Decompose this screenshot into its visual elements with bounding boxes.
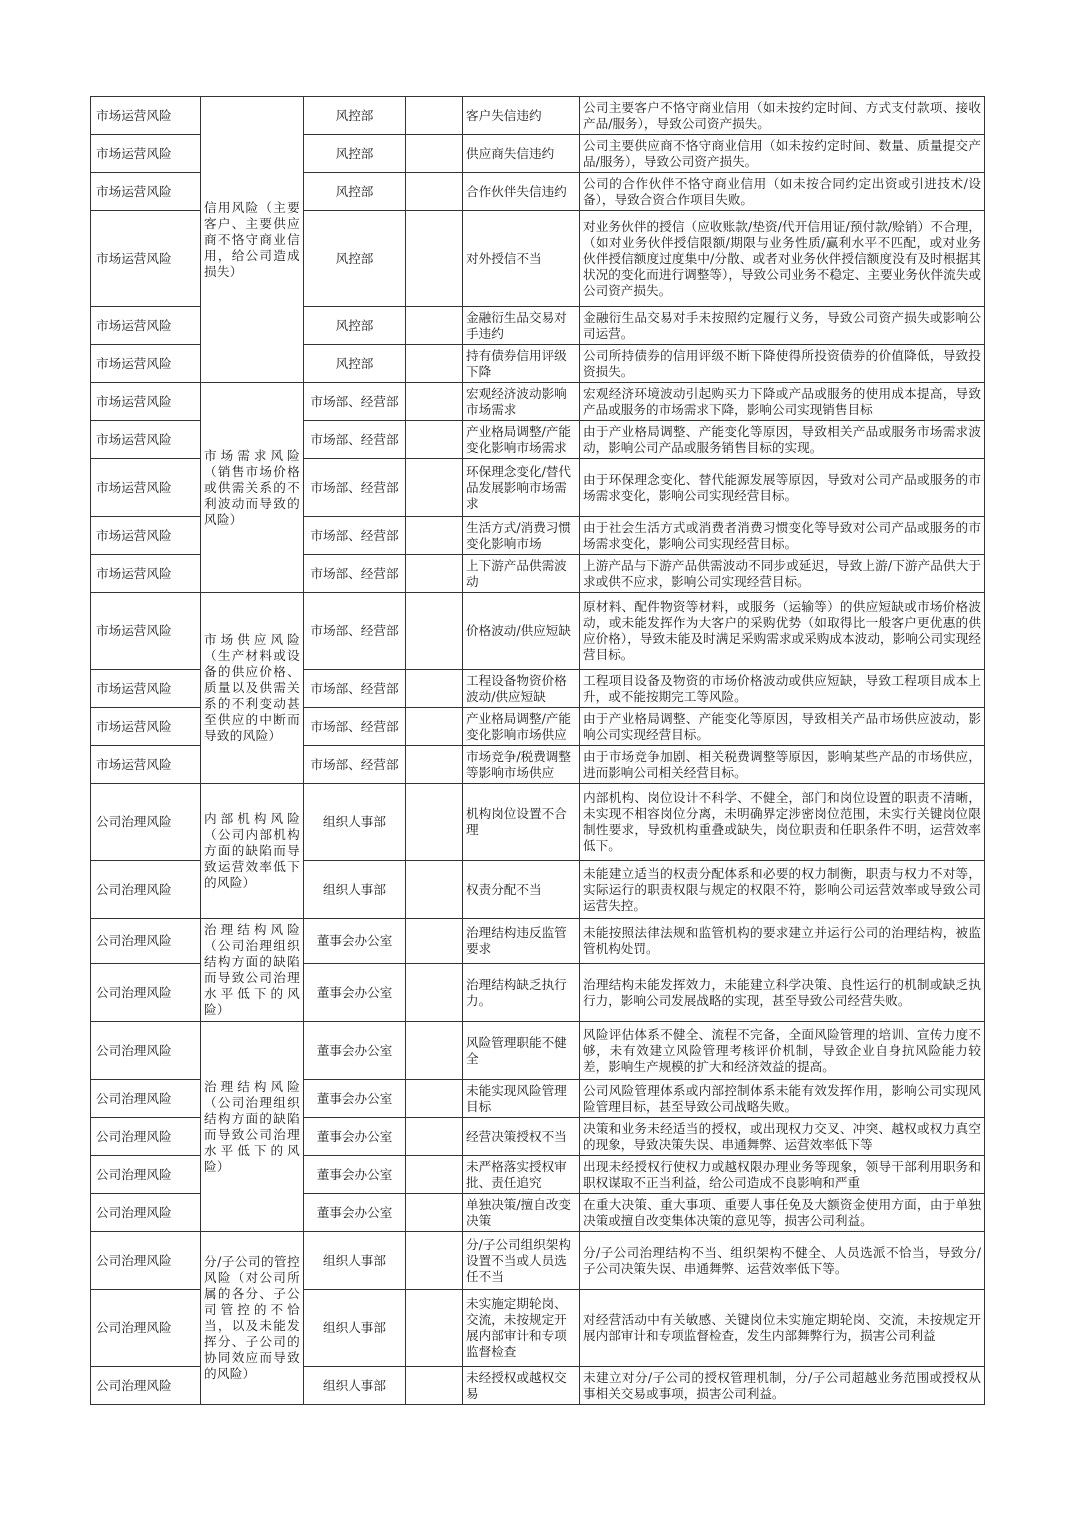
- risk-description: 未建立对分/子公司的授权管理机制，分/子公司超越业务范围或授权从事相关交易或事项，损害公司利益。: [580, 1367, 985, 1405]
- risk-category: 公司治理风险: [91, 1118, 201, 1156]
- risk-category: 公司治理风险: [91, 784, 201, 861]
- empty-cell: [406, 307, 463, 345]
- risk-category: 市场运营风险: [91, 459, 201, 517]
- risk-description: 由于市场竞争加剧、相关税费调整等原因，影响某些产品的市场供应，进而影响公司相关经营目标。: [580, 746, 985, 784]
- responsible-dept: 市场部、经营部: [304, 593, 406, 670]
- risk-description: 原材料、配件物资等材料，或服务（运输等）的供应短缺或市场价格波动，或未能发挥作为大客户的采购优势（如取得比一般客户更优惠的供应价格），导致未能及时满足采购需求或采购成本波动，影响公司实现经营目标。: [580, 593, 985, 670]
- risk-item: 经营决策授权不当: [463, 1118, 580, 1156]
- table-row: [91, 593, 985, 670]
- risk-item: 产业格局调整/产能变化影响市场供应: [463, 708, 580, 746]
- table-row: [91, 97, 985, 135]
- risk-item: 未经授权或越权交易: [463, 1367, 580, 1405]
- risk-category: 市场运营风险: [91, 345, 201, 383]
- responsible-dept: 组织人事部: [304, 784, 406, 861]
- risk-group: 分/子公司的管控风险（对公司所属的各分、子公司管控的不恰当，以及未能发挥分、子公司的协同效应而导致的风险）: [201, 1232, 304, 1405]
- responsible-dept: 风控部: [304, 345, 406, 383]
- risk-item: 上下游产品供需波动: [463, 555, 580, 593]
- risk-description: 由于产业格局调整、产能变化等原因，导致相关产品市场供应波动，影响公司实现经营目标。: [580, 708, 985, 746]
- risk-description: 公司的合作伙伴不恪守商业信用（如未按合同约定出资或引进技术/设备），导致合资合作项目失败。: [580, 173, 985, 211]
- responsible-dept: 组织人事部: [304, 861, 406, 919]
- empty-cell: [406, 173, 463, 211]
- risk-description: 对业务伙伴的授信（应收账款/垫资/代开信用证/预付款/赊销）不合理，（如对业务伙伴授信限额/期限与业务性质/赢利水平不匹配，或对业务伙伴授信额度过度集中/分散、或者对业务伙伴授信额度没有及时根据其状况的变化而进行调整等），导致公司业务不稳定、主要业务伙伴流失或公司资产损失。: [580, 211, 985, 307]
- empty-cell: [406, 964, 463, 1022]
- risk-description: 内部机构、岗位设计不科学、不健全，部门和岗位设置的职责不清晰，未实现不相容岗位分离，未明确界定涉密岗位范围，未实行关键岗位限制性要求，导致机构重叠或缺失，岗位职责和任职条件不明，运营效率低下。: [580, 784, 985, 861]
- empty-cell: [406, 1367, 463, 1405]
- risk-category: 市场运营风险: [91, 307, 201, 345]
- risk-item: 对外授信不当: [463, 211, 580, 307]
- responsible-dept: 市场部、经营部: [304, 708, 406, 746]
- responsible-dept: 市场部、经营部: [304, 670, 406, 708]
- risk-category: 市场运营风险: [91, 135, 201, 173]
- risk-category: 公司治理风险: [91, 1080, 201, 1118]
- empty-cell: [406, 517, 463, 555]
- empty-cell: [406, 135, 463, 173]
- risk-group: 内部机构风险（公司内部机构方面的缺陷而导致运营效率低下的风险）: [201, 784, 304, 919]
- risk-item: 金融衍生品交易对手违约: [463, 307, 580, 345]
- risk-item: 产业格局调整/产能变化影响市场需求: [463, 421, 580, 459]
- risk-category: 市场运营风险: [91, 670, 201, 708]
- risk-description: 公司风险管理体系或内部控制体系未能有效发挥作用，影响公司实现风险管理目标，甚至导致公司战略失败。: [580, 1080, 985, 1118]
- responsible-dept: 董事会办公室: [304, 919, 406, 964]
- empty-cell: [406, 459, 463, 517]
- risk-description: 公司主要供应商不恪守商业信用（如未按约定时间、数量、质量提交产品/服务），导致公司资产损失。: [580, 135, 985, 173]
- empty-cell: [406, 1290, 463, 1367]
- risk-group: 治理结构风险（公司治理组织结构方面的缺陷而导致公司治理水平低下的风险）: [201, 1022, 304, 1232]
- risk-item: 合作伙伴失信违约: [463, 173, 580, 211]
- risk-description: 出现未经授权行使权力或越权限办理业务等现象，领导干部利用职务和职权谋取不正当利益，给公司造成不良影响和严重: [580, 1156, 985, 1194]
- risk-description: 未能按照法律法规和监管机构的要求建立并运行公司的治理结构，被监管机构处罚。: [580, 919, 985, 964]
- risk-category: 公司治理风险: [91, 1290, 201, 1367]
- risk-description: 对经营活动中有关敏感、关键岗位未实施定期轮岗、交流，未按规定开展内部审计和专项监督检查，发生内部舞弊行为，损害公司利益: [580, 1290, 985, 1367]
- responsible-dept: 组织人事部: [304, 1367, 406, 1405]
- responsible-dept: 组织人事部: [304, 1232, 406, 1290]
- risk-category: 市场运营风险: [91, 421, 201, 459]
- responsible-dept: 市场部、经营部: [304, 555, 406, 593]
- risk-category: 市场运营风险: [91, 555, 201, 593]
- risk-item: 客户失信违约: [463, 97, 580, 135]
- risk-category: 公司治理风险: [91, 964, 201, 1022]
- table-row: [91, 919, 985, 964]
- risk-item: 治理结构违反监管要求: [463, 919, 580, 964]
- risk-item: 治理结构缺乏执行力。: [463, 964, 580, 1022]
- risk-description: 由于社会生活方式或消费者消费习惯变化等导致对公司产品或服务的市场需求变化，影响公司实现经营目标。: [580, 517, 985, 555]
- risk-item: 机构岗位设置不合理: [463, 784, 580, 861]
- risk-group: 市场供应风险（生产材料或设备的供应价格、质量以及供需关系的不利变动甚至供应的中断而导致的风险）: [201, 593, 304, 784]
- risk-item: 持有债券信用评级下降: [463, 345, 580, 383]
- responsible-dept: 风控部: [304, 135, 406, 173]
- responsible-dept: 风控部: [304, 307, 406, 345]
- risk-description: 未能建立适当的权责分配体系和必要的权力制衡，职责与权力不对等，实际运行的职责权限与规定的权限不符，影响公司运营效率或导致公司运营失控。: [580, 861, 985, 919]
- risk-item: 风险管理职能不健全: [463, 1022, 580, 1080]
- empty-cell: [406, 211, 463, 307]
- empty-cell: [406, 421, 463, 459]
- empty-cell: [406, 670, 463, 708]
- risk-description: 工程项目设备及物资的市场价格波动或供应短缺，导致工程项目成本上升，或不能按期完工等风险。: [580, 670, 985, 708]
- empty-cell: [406, 919, 463, 964]
- responsible-dept: 风控部: [304, 97, 406, 135]
- risk-group: 信用风险（主要客户、主要供应商不恪守商业信用，给公司造成损失）: [201, 97, 304, 383]
- risk-category: 市场运营风险: [91, 593, 201, 670]
- risk-item: 权责分配不当: [463, 861, 580, 919]
- risk-description: 在重大决策、重大事项、重要人事任免及大额资金使用方面，由于单独决策或擅自改变集体决策的意见等，损害公司利益。: [580, 1194, 985, 1232]
- responsible-dept: 风控部: [304, 173, 406, 211]
- responsible-dept: 市场部、经营部: [304, 421, 406, 459]
- risk-category: 市场运营风险: [91, 383, 201, 421]
- risk-category: 公司治理风险: [91, 1022, 201, 1080]
- risk-item: 宏观经济波动影响市场需求: [463, 383, 580, 421]
- risk-item: 单独决策/擅自改变决策: [463, 1194, 580, 1232]
- risk-category: 市场运营风险: [91, 708, 201, 746]
- risk-category: 公司治理风险: [91, 861, 201, 919]
- responsible-dept: 市场部、经营部: [304, 459, 406, 517]
- risk-item: 未能实现风险管理目标: [463, 1080, 580, 1118]
- risk-item: 未实施定期轮岗、交流，未按规定开展内部审计和专项监督检查: [463, 1290, 580, 1367]
- risk-category: 市场运营风险: [91, 746, 201, 784]
- risk-description: 上游产品与下游产品供需波动不同步或延迟，导致上游/下游产品供大于求或供不应求，影响公司实现经营目标。: [580, 555, 985, 593]
- risk-item: 生活方式/消费习惯变化影响市场: [463, 517, 580, 555]
- responsible-dept: 组织人事部: [304, 1290, 406, 1367]
- table-row: [91, 784, 985, 861]
- risk-item: 工程设备物资价格波动/供应短缺: [463, 670, 580, 708]
- responsible-dept: 董事会办公室: [304, 964, 406, 1022]
- risk-item: 市场竞争/税费调整等影响市场供应: [463, 746, 580, 784]
- empty-cell: [406, 555, 463, 593]
- risk-description: 分/子公司治理结构不当、组织架构不健全、人员选派不恰当，导致分/子公司决策失误、串通舞弊、运营效率低下等。: [580, 1232, 985, 1290]
- responsible-dept: 董事会办公室: [304, 1022, 406, 1080]
- risk-description: 公司主要客户不恪守商业信用（如未按约定时间、方式支付款项、接收产品/服务），导致公司资产损失。: [580, 97, 985, 135]
- risk-table: [90, 96, 985, 1405]
- risk-category: 市场运营风险: [91, 97, 201, 135]
- risk-description: 风险评估体系不健全、流程不完备，全面风险管理的培训、宣传力度不够，未有效建立风险管理考核评价机制，导致企业自身抗风险能力较差，影响生产规模的扩大和经济效益的提高。: [580, 1022, 985, 1080]
- responsible-dept: 风控部: [304, 211, 406, 307]
- responsible-dept: 董事会办公室: [304, 1080, 406, 1118]
- risk-description: 由于环保理念变化、替代能源发展等原因，导致对公司产品或服务的市场需求变化，影响公司实现经营目标。: [580, 459, 985, 517]
- empty-cell: [406, 593, 463, 670]
- risk-description: 决策和业务未经适当的授权，或出现权力交叉、冲突、越权或权力真空的现象，导致决策失误、串通舞弊、运营效率低下等: [580, 1118, 985, 1156]
- empty-cell: [406, 1232, 463, 1290]
- empty-cell: [406, 1194, 463, 1232]
- risk-item: 未严格落实授权审批、责任追究: [463, 1156, 580, 1194]
- empty-cell: [406, 746, 463, 784]
- risk-category: 市场运营风险: [91, 173, 201, 211]
- risk-category: 公司治理风险: [91, 1194, 201, 1232]
- risk-description: 金融衍生品交易对手未按照约定履行义务，导致公司资产损失或影响公司运营。: [580, 307, 985, 345]
- empty-cell: [406, 97, 463, 135]
- risk-description: 公司所持债券的信用评级不断下降使得所投资债券的价值降低，导致投资损失。: [580, 345, 985, 383]
- risk-item: 分/子公司组织架构设置不当或人员选任不当: [463, 1232, 580, 1290]
- responsible-dept: 市场部、经营部: [304, 746, 406, 784]
- risk-item: 供应商失信违约: [463, 135, 580, 173]
- empty-cell: [406, 383, 463, 421]
- risk-description: 宏观经济环境波动引起购买力下降或产品或服务的使用成本提高，导致产品或服务的市场需求下降，影响公司实现销售目标: [580, 383, 985, 421]
- risk-group: 治理结构风险（公司治理组织结构方面的缺陷而导致公司治理水平低下的风险）: [201, 919, 304, 1022]
- responsible-dept: 董事会办公室: [304, 1118, 406, 1156]
- risk-category: 市场运营风险: [91, 211, 201, 307]
- empty-cell: [406, 345, 463, 383]
- responsible-dept: 董事会办公室: [304, 1156, 406, 1194]
- empty-cell: [406, 1022, 463, 1080]
- risk-description: 由于产业格局调整、产能变化等原因，导致相关产品或服务市场需求波动，影响公司产品或服务销售目标的实现。: [580, 421, 985, 459]
- risk-category: 公司治理风险: [91, 1367, 201, 1405]
- risk-category: 市场运营风险: [91, 517, 201, 555]
- empty-cell: [406, 1118, 463, 1156]
- risk-category: 公司治理风险: [91, 919, 201, 964]
- risk-description: 治理结构未能发挥效力，未能建立科学决策、良性运行的机制或缺乏执行力，影响公司发展战略的实现，甚至导致公司经营失败。: [580, 964, 985, 1022]
- table-row: [91, 1022, 985, 1080]
- risk-item: 价格波动/供应短缺: [463, 593, 580, 670]
- empty-cell: [406, 1156, 463, 1194]
- empty-cell: [406, 1080, 463, 1118]
- risk-item: 环保理念变化/替代品发展影响市场需求: [463, 459, 580, 517]
- empty-cell: [406, 861, 463, 919]
- empty-cell: [406, 708, 463, 746]
- responsible-dept: 董事会办公室: [304, 1194, 406, 1232]
- table-row: [91, 383, 985, 421]
- responsible-dept: 市场部、经营部: [304, 383, 406, 421]
- empty-cell: [406, 784, 463, 861]
- responsible-dept: 市场部、经营部: [304, 517, 406, 555]
- risk-group: 市场需求风险（销售市场价格或供需关系的不利波动而导致的风险）: [201, 383, 304, 593]
- risk-category: 公司治理风险: [91, 1232, 201, 1290]
- table-row: [91, 1232, 985, 1290]
- risk-category: 公司治理风险: [91, 1156, 201, 1194]
